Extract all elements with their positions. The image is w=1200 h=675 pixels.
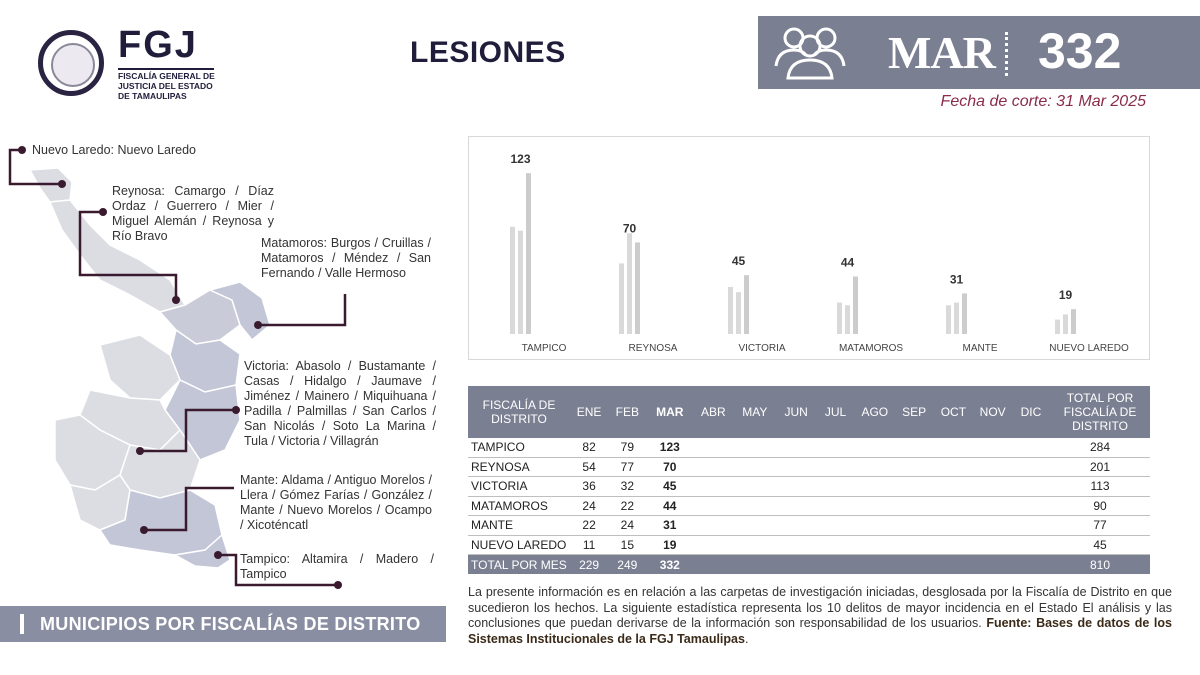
data-label: 123 bbox=[510, 152, 531, 167]
district-table bbox=[468, 386, 1150, 574]
bar-matamoros-s2 bbox=[853, 276, 858, 334]
footer-mar: 332 bbox=[646, 555, 693, 575]
bar-matamoros-s1 bbox=[845, 305, 850, 334]
cell-empty bbox=[1012, 457, 1050, 477]
cell-empty bbox=[1012, 496, 1050, 516]
cell-empty bbox=[1012, 438, 1050, 457]
cell-total: 77 bbox=[1093, 518, 1107, 533]
cell-empty bbox=[776, 477, 816, 497]
cell-empty bbox=[974, 477, 1012, 497]
bar-victoria-s2 bbox=[744, 275, 749, 334]
cell-total: 45 bbox=[1093, 537, 1107, 552]
data-label: 19 bbox=[1058, 288, 1073, 303]
cell-ene: 11 bbox=[582, 537, 596, 552]
notes-paragraph: La presente información es en relación a las carpetas de investigación iniciadas, desglosada por la Fiscalía de Distrito en que sucedieron los hechos. La siguiente estadística representa los 10 delitos de mayor incidencia en el Estado El análisis y las conclusiones que puedan derivarse de la información son responsabilidad de los usuarios. Fuente: Bases de datos de los Sistemas Institucionales de la FGJ Tamaulipas. bbox=[468, 585, 1172, 646]
th-jun: JUN bbox=[776, 386, 816, 438]
footer-ene: 229 bbox=[570, 555, 608, 575]
cell-empty bbox=[816, 535, 854, 555]
cell-empty bbox=[693, 457, 733, 477]
bar-victoria-s1 bbox=[736, 292, 741, 334]
cell-ene: 36 bbox=[582, 479, 596, 494]
connector-dot bbox=[18, 146, 26, 154]
logo-title: FGJ bbox=[118, 24, 198, 66]
cell-total: 113 bbox=[1090, 479, 1110, 494]
cell-feb: 24 bbox=[620, 518, 634, 533]
footer-label: TOTAL POR MES bbox=[468, 555, 570, 575]
cell-empty bbox=[933, 496, 973, 516]
th-oct: OCT bbox=[933, 386, 973, 438]
bar-mante-s2 bbox=[962, 293, 967, 334]
cell-feb: 79 bbox=[620, 440, 634, 455]
cell-empty bbox=[855, 438, 895, 457]
cell-empty bbox=[895, 535, 933, 555]
th-ene: ENE bbox=[570, 386, 608, 438]
cell-empty bbox=[693, 477, 733, 497]
bar-reynosa-s2 bbox=[635, 242, 640, 334]
cell-mar: 19 bbox=[663, 537, 677, 552]
bar-nuevo-laredo-s0 bbox=[1055, 320, 1060, 334]
cell-empty bbox=[693, 516, 733, 536]
cell-empty bbox=[855, 477, 895, 497]
cell-empty bbox=[1012, 516, 1050, 536]
category-label: VICTORIA bbox=[738, 343, 786, 354]
cell-mar: 45 bbox=[663, 479, 677, 494]
cell-empty bbox=[974, 496, 1012, 516]
table-row bbox=[468, 457, 1150, 477]
cell-total: 284 bbox=[1090, 440, 1111, 455]
th-sep: SEP bbox=[895, 386, 933, 438]
cell-empty bbox=[776, 535, 816, 555]
footer-total: 810 bbox=[1050, 555, 1150, 575]
region-victoria: Victoria: Abasolo / Bustamante / Casas / Hidalgo / Jaumave / Jiménez / Mainero / Miquihuana / Padilla / Palmillas / San Carlos / San Nicolás / Soto La Marina / Tula / Victoria / Villagrán bbox=[244, 359, 436, 448]
cell-empty bbox=[1012, 535, 1050, 555]
cell-empty bbox=[895, 477, 933, 497]
cell-ene: 54 bbox=[582, 459, 596, 474]
category-label: MANTE bbox=[962, 343, 998, 354]
cell-empty bbox=[816, 457, 854, 477]
cell-empty bbox=[933, 535, 973, 555]
fgj-seal-logo bbox=[38, 30, 104, 96]
bar-nuevo-laredo-s2 bbox=[1071, 309, 1076, 334]
footer-feb: 249 bbox=[608, 555, 646, 575]
cell-district: MANTE bbox=[471, 518, 513, 533]
connector-matamoros bbox=[258, 294, 345, 325]
bar-nuevo-laredo-s1 bbox=[1063, 314, 1068, 334]
bar-tampico-s1 bbox=[518, 231, 523, 334]
category-label: REYNOSA bbox=[628, 343, 678, 354]
cell-empty bbox=[933, 516, 973, 536]
category-label: MATAMOROS bbox=[838, 343, 904, 354]
notes-source: Fuente: Bases de datos de los Sistemas Institucionales de la FGJ Tamaulipas bbox=[468, 616, 1172, 646]
cell-empty bbox=[776, 457, 816, 477]
bar-mante-s0 bbox=[946, 305, 951, 334]
data-label: 31 bbox=[949, 272, 964, 287]
table-row bbox=[468, 496, 1150, 516]
cell-feb: 15 bbox=[620, 537, 634, 552]
cell-district: TAMPICO bbox=[471, 440, 525, 455]
th-nov: NOV bbox=[974, 386, 1012, 438]
cell-district: REYNOSA bbox=[471, 459, 530, 474]
region-mante: Mante: Aldama / Antiguo Morelos / Llera / Gómez Farías / González / Mante / Nuevo Morelos / Ocampo / Xicoténcatl bbox=[240, 473, 432, 532]
th-dic: DIC bbox=[1012, 386, 1050, 438]
cell-feb: 22 bbox=[620, 498, 634, 513]
cell-empty bbox=[816, 516, 854, 536]
cell-empty bbox=[734, 438, 776, 457]
cell-district: MATAMOROS bbox=[471, 498, 548, 513]
cell-empty bbox=[933, 438, 973, 457]
th-ago: AGO bbox=[855, 386, 895, 438]
cell-ene: 82 bbox=[582, 440, 596, 455]
header-month: MAR bbox=[888, 27, 995, 78]
table-row bbox=[468, 477, 1150, 497]
cell-ene: 22 bbox=[582, 518, 596, 533]
bar-reynosa-s1 bbox=[627, 233, 632, 334]
cell-empty bbox=[895, 438, 933, 457]
page-title: LESIONES bbox=[410, 36, 566, 69]
people-group-icon bbox=[772, 22, 848, 82]
cell-empty bbox=[693, 535, 733, 555]
region-reynosa: Reynosa: Camargo / Díaz Ordaz / Guerrero / Mier / Miguel Alemán / Reynosa y Río Bravo bbox=[112, 184, 274, 243]
cell-feb: 32 bbox=[620, 479, 634, 494]
cell-empty bbox=[974, 535, 1012, 555]
bar-tampico-s0 bbox=[510, 227, 515, 334]
cell-mar: 44 bbox=[663, 498, 677, 513]
cell-empty bbox=[776, 516, 816, 536]
map-footer-bar bbox=[0, 606, 446, 642]
category-label: NUEVO LAREDO bbox=[1049, 343, 1129, 354]
cell-empty bbox=[776, 496, 816, 516]
cell-total: 201 bbox=[1090, 459, 1111, 474]
cell-empty bbox=[895, 516, 933, 536]
cell-mar: 70 bbox=[663, 459, 677, 474]
th-district: FISCALÍA DE DISTRITO bbox=[468, 386, 570, 438]
cell-empty bbox=[855, 496, 895, 516]
cell-district: NUEVO LAREDO bbox=[471, 537, 567, 552]
cell-empty bbox=[855, 516, 895, 536]
data-label: 70 bbox=[622, 221, 637, 236]
table-header-row bbox=[468, 386, 1150, 438]
cell-empty bbox=[816, 438, 854, 457]
cell-empty bbox=[734, 477, 776, 497]
map-central-west bbox=[100, 335, 180, 400]
logo-divider bbox=[118, 68, 214, 70]
cell-empty bbox=[974, 457, 1012, 477]
cell-empty bbox=[734, 516, 776, 536]
cell-feb: 77 bbox=[620, 459, 634, 474]
cell-mar: 123 bbox=[659, 440, 680, 455]
region-nuevo-laredo: Nuevo Laredo: Nuevo Laredo bbox=[32, 143, 197, 157]
region-tampico: Tampico: Altamira / Madero / Tampico bbox=[240, 552, 434, 581]
logo-subtitle: FISCALÍA GENERAL DE JUSTICIA DEL ESTADO DE TAMAULIPAS bbox=[118, 71, 215, 101]
table-footer-row bbox=[468, 555, 1150, 575]
cell-empty bbox=[974, 438, 1012, 457]
bar-chart bbox=[468, 136, 1150, 360]
data-label: 44 bbox=[840, 255, 855, 270]
bar-mante-s1 bbox=[954, 303, 959, 334]
cell-mar: 31 bbox=[663, 518, 677, 533]
cell-empty bbox=[816, 496, 854, 516]
map-footer-text: MUNICIPIOS POR FISCALÍAS DE DISTRITO bbox=[40, 614, 421, 634]
cut-date: Fecha de corte: 31 Mar 2025 bbox=[940, 93, 1146, 110]
cell-empty bbox=[734, 496, 776, 516]
cell-empty bbox=[895, 457, 933, 477]
cell-empty bbox=[855, 535, 895, 555]
cell-empty bbox=[855, 457, 895, 477]
th-mar: MAR bbox=[646, 386, 693, 438]
cell-ene: 24 bbox=[582, 498, 596, 513]
th-jul: JUL bbox=[816, 386, 854, 438]
cell-empty bbox=[693, 496, 733, 516]
notes-text: La presente información es en relación a las carpetas de investigación iniciadas, desglosada por la Fiscalía de Distrito en que sucedieron los hechos. La siguiente estadística representa los 10 delitos de mayor incidencia en el Estado El análisis y las conclusiones que puedan derivarse de la información son responsabilidad de los usuarios. bbox=[468, 585, 1172, 630]
header-separator bbox=[1005, 32, 1008, 76]
cell-total: 90 bbox=[1093, 498, 1107, 513]
cell-empty bbox=[693, 438, 733, 457]
header-total: 332 bbox=[1038, 23, 1122, 79]
bar-reynosa-s0 bbox=[619, 263, 624, 334]
region-matamoros: Matamoros: Burgos / Cruillas / Matamoros / Méndez / San Fernando / Valle Hermoso bbox=[261, 236, 431, 280]
cell-empty bbox=[895, 496, 933, 516]
cell-empty bbox=[816, 477, 854, 497]
cell-empty bbox=[974, 516, 1012, 536]
th-total: TOTAL POR FISCALÍA DE DISTRITO bbox=[1050, 386, 1150, 438]
table-row bbox=[468, 535, 1150, 555]
th-may: MAY bbox=[734, 386, 776, 438]
cell-empty bbox=[933, 477, 973, 497]
bar-victoria-s0 bbox=[728, 287, 733, 334]
cell-empty bbox=[734, 535, 776, 555]
table-row bbox=[468, 438, 1150, 457]
cell-empty bbox=[933, 457, 973, 477]
data-label: 45 bbox=[731, 254, 746, 269]
bar-matamoros-s0 bbox=[837, 303, 842, 334]
bar-tampico-s2 bbox=[526, 173, 531, 334]
cell-empty bbox=[734, 457, 776, 477]
cell-empty bbox=[776, 438, 816, 457]
cell-empty bbox=[1012, 477, 1050, 497]
th-abr: ABR bbox=[693, 386, 733, 438]
th-feb: FEB bbox=[608, 386, 646, 438]
table-row bbox=[468, 516, 1150, 536]
cell-district: VICTORIA bbox=[471, 479, 528, 494]
category-label: TAMPICO bbox=[521, 343, 567, 354]
